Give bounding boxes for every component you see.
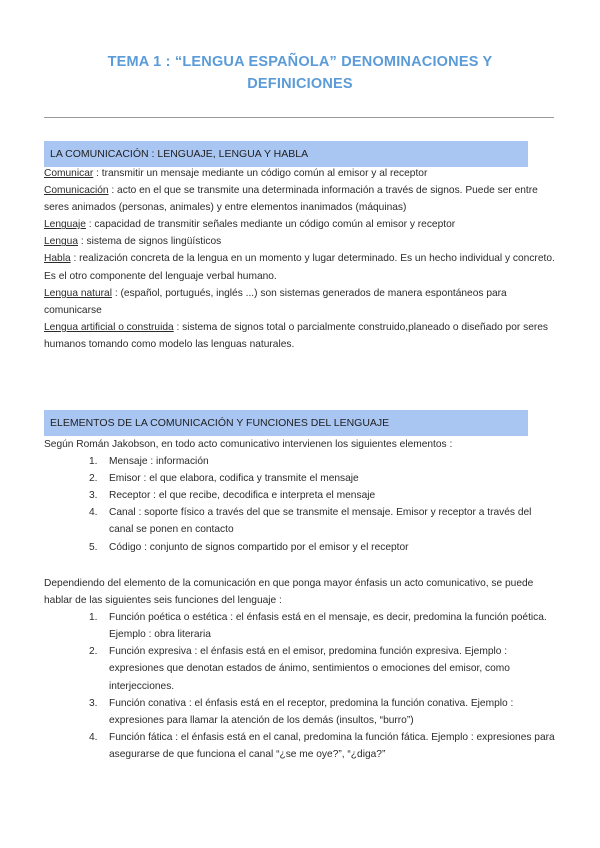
list-item <box>89 470 556 487</box>
list-item <box>89 729 556 763</box>
definition-term: Lengua <box>44 236 78 248</box>
elements-section <box>44 436 556 556</box>
definition-term: Lengua artificial o construida <box>44 321 174 333</box>
list-item <box>89 504 556 538</box>
list-text: Función fática : el énfasis está en el canal, predomina la función fática. Ejemplo : expresiones para asegurarse de que funciona el canal “¿se me oye?”, “¿diga?” <box>109 731 555 760</box>
definition-item <box>44 216 556 233</box>
definition-item <box>44 233 556 250</box>
list-item <box>89 487 556 504</box>
definition-text: : sistema de signos total o parcialmente construido,planeado o diseñado por seres humanos tomando como modelo las lenguas naturales. <box>44 321 549 350</box>
title-divider <box>44 117 554 118</box>
list-item <box>89 609 556 643</box>
functions-list <box>89 609 556 763</box>
title-line-1: TEMA 1 : “LENGUA ESPAÑOLA” DENOMINACIONES Y <box>107 54 493 70</box>
definition-text: : sistema de signos lingüísticos <box>78 236 222 248</box>
list-number: 4. <box>89 507 98 519</box>
list-text: Función conativa : el énfasis está en el receptor, predomina la función conativa. Ejemplo : expresiones para llamar la atención de los demás (insultos, “burro”) <box>109 697 514 726</box>
definition-text: : (español, portugués, inglés ...) son sistemas generados de manera espontáneos para comunicarse <box>44 287 507 316</box>
elements-intro: Según Román Jakobson, en todo acto comunicativo intervienen los siguientes elementos : <box>44 439 453 450</box>
list-number: 3. <box>89 697 98 709</box>
list-number: 3. <box>89 490 98 502</box>
list-number: 4. <box>89 731 98 743</box>
definition-term: Comunicación <box>44 185 109 197</box>
definition-term: Lengua natural <box>44 287 112 299</box>
functions-section <box>44 575 556 763</box>
list-number: 1. <box>89 456 98 468</box>
list-text: Mensaje : información <box>109 456 209 468</box>
definition-item <box>44 285 556 319</box>
list-item <box>89 539 556 556</box>
list-text: Receptor : el que recibe, decodifica e interpreta el mensaje <box>109 490 376 502</box>
list-number: 2. <box>89 646 98 658</box>
list-text: Canal : soporte físico a través del que se transmite el mensaje. Emisor y receptor a través del canal se ponen en contacto <box>109 507 532 536</box>
list-text: Emisor : el que elabora, codifica y transmite el mensaje <box>109 473 359 485</box>
definition-item <box>44 182 556 216</box>
elements-list <box>89 453 556 556</box>
definitions-list <box>44 165 556 353</box>
definition-text: : transmitir un mensaje mediante un código común al emisor y al receptor <box>93 168 428 179</box>
section-heading-communication: LA COMUNICACIÓN : LENGUAJE, LENGUA Y HABLA <box>44 141 528 167</box>
list-text: Función expresiva : el énfasis está en el emisor, predomina función expresiva. Ejemplo : expresiones que denotan estados de ánimo, sentimientos o emociones del emisor, como interjecciones. <box>109 646 510 692</box>
definition-text: : capacidad de transmitir señales mediante un código común al emisor y receptor <box>85 219 456 231</box>
section-heading-elements: ELEMENTOS DE LA COMUNICACIÓN Y FUNCIONES DEL LENGUAJE <box>44 410 528 436</box>
list-item <box>89 643 556 694</box>
list-number: 2. <box>89 473 98 485</box>
definition-term: Lenguaje <box>44 219 86 231</box>
list-text: Código : conjunto de signos compartido por el emisor y el receptor <box>109 541 409 553</box>
definition-text: : realización concreta de la lengua en un momento y lugar determinado. Es un hecho individual y concreto. Es el otro componente del lenguaje verbal humano. <box>44 253 555 282</box>
list-item <box>89 695 556 729</box>
functions-intro: Dependiendo del elemento de la comunicación en que ponga mayor énfasis un acto comunicativo, se puede hablar de las siguientes seis funciones del lenguaje : <box>44 578 534 607</box>
definition-text: : acto en el que se transmite una determinada información a través de signos. Puede ser entre seres animados (personas, animales) y entre elementos inanimados (máquinas) <box>44 185 538 214</box>
title-line-2: DEFINICIONES <box>247 76 353 92</box>
definition-term: Comunicar <box>44 168 94 179</box>
page-title <box>40 51 560 95</box>
list-number: 5. <box>89 541 98 553</box>
list-item <box>89 453 556 470</box>
definition-item <box>44 165 556 182</box>
definition-term: Habla <box>44 253 71 265</box>
list-number: 1. <box>89 612 98 624</box>
list-text: Función poética o estética : el énfasis está en el mensaje, es decir, predomina la función poética. Ejemplo : obra literaria <box>109 612 547 641</box>
definition-item <box>44 250 556 284</box>
definition-item <box>44 319 556 353</box>
